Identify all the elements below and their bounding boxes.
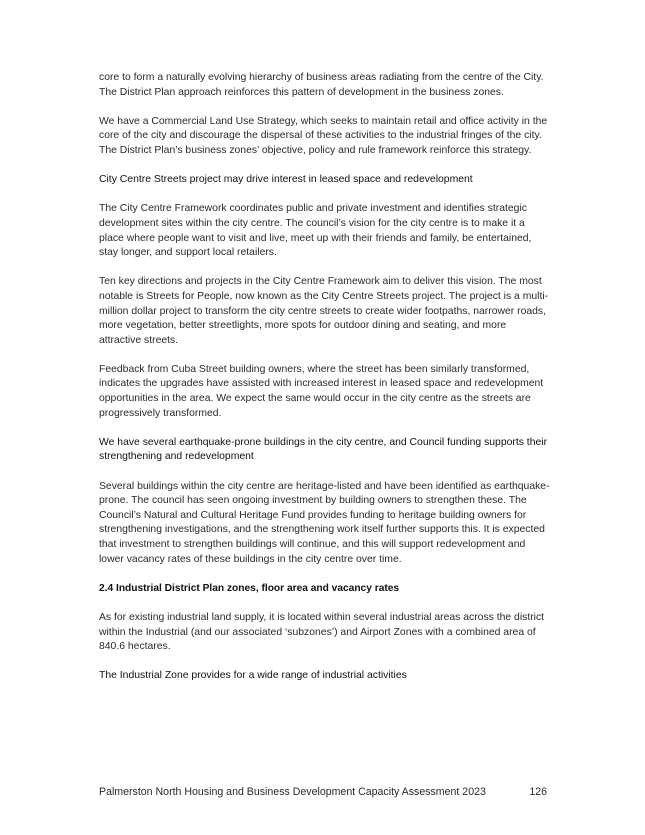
section-heading-2-4: 2.4 Industrial District Plan zones, floor area and vacancy rates: [99, 582, 400, 594]
footer-page-number: 126: [529, 786, 547, 798]
subheading-industrial-zone: The Industrial Zone provides for a wide range of industrial activities: [99, 670, 407, 682]
paragraph-streets-for-people: Ten key directions and projects in the City Centre Framework aim to deliver this vision. The most notable is Streets for People, now known as the City Centre Streets project. The project is a multi-million dollar project to transform the city centre streets to create wider footpaths, narrower roads, more vegetation, better streetlights, more spots for outdoor dining and seating, and more attractive streets.: [99, 276, 549, 346]
paragraph-industrial-supply: As for existing industrial land supply, it is located within several industrial areas across the district within the Industrial (and our associated ‘subzones’) and Airport Zones with a combined area of 840.6 hectares.: [99, 611, 545, 653]
paragraph-cuba-street-feedback: Feedback from Cuba Street building owners, where the street has been similarly transformed, indicates the upgrades have assisted with increased interest in leased space and redevelopment opportunities in the area. We expect the same would occur in the city centre as the streets are progressively transformed.: [99, 363, 544, 419]
paragraph-business-hierarchy: core to form a naturally evolving hierarchy of business areas radiating from the centre of the City. The District Plan approach reinforces this pattern of development in the business zones.: [99, 72, 544, 98]
paragraph-city-centre-framework: The City Centre Framework coordinates public and private investment and identifies strategic development sites within the city centre. The council’s vision for the city centre is to make it a place where people want to visit and live, meet up with their friends and family, be entertained, stay longer, and support local retailers.: [99, 203, 532, 259]
footer-document-title: Palmerston North Housing and Business Development Capacity Assessment 2023: [99, 786, 486, 798]
page-footer: [99, 785, 547, 799]
subheading-city-centre-streets: City Centre Streets project may drive interest in leased space and redevelopment: [99, 174, 473, 186]
page-body: [99, 71, 551, 699]
paragraph-commercial-strategy: We have a Commercial Land Use Strategy, which seeks to maintain retail and office activity in the core of the city and discourage the dispersal of these activities to the industrial fringes of the city. The District Plan’s business zones’ objective, policy and rule framework reinforce this strategy.: [99, 115, 548, 156]
paragraph-heritage-buildings: Several buildings within the city centre are heritage-listed and have been identified as earthquake-prone. The council has seen ongoing investment by building owners to strengthen these. The Council’s Natural and Cultural Heritage Fund provides funding to heritage building owners for strengthening investigations, and the strengthening work itself further supports this. It is expected that investment to strengthen buildings will continue, and this will support redevelopment and lower vacancy rates of these buildings in the city centre over time.: [99, 480, 550, 565]
subheading-earthquake-prone: We have several earthquake-prone buildings in the city centre, and Council funding supports their strengthening and redevelopment: [99, 436, 548, 463]
